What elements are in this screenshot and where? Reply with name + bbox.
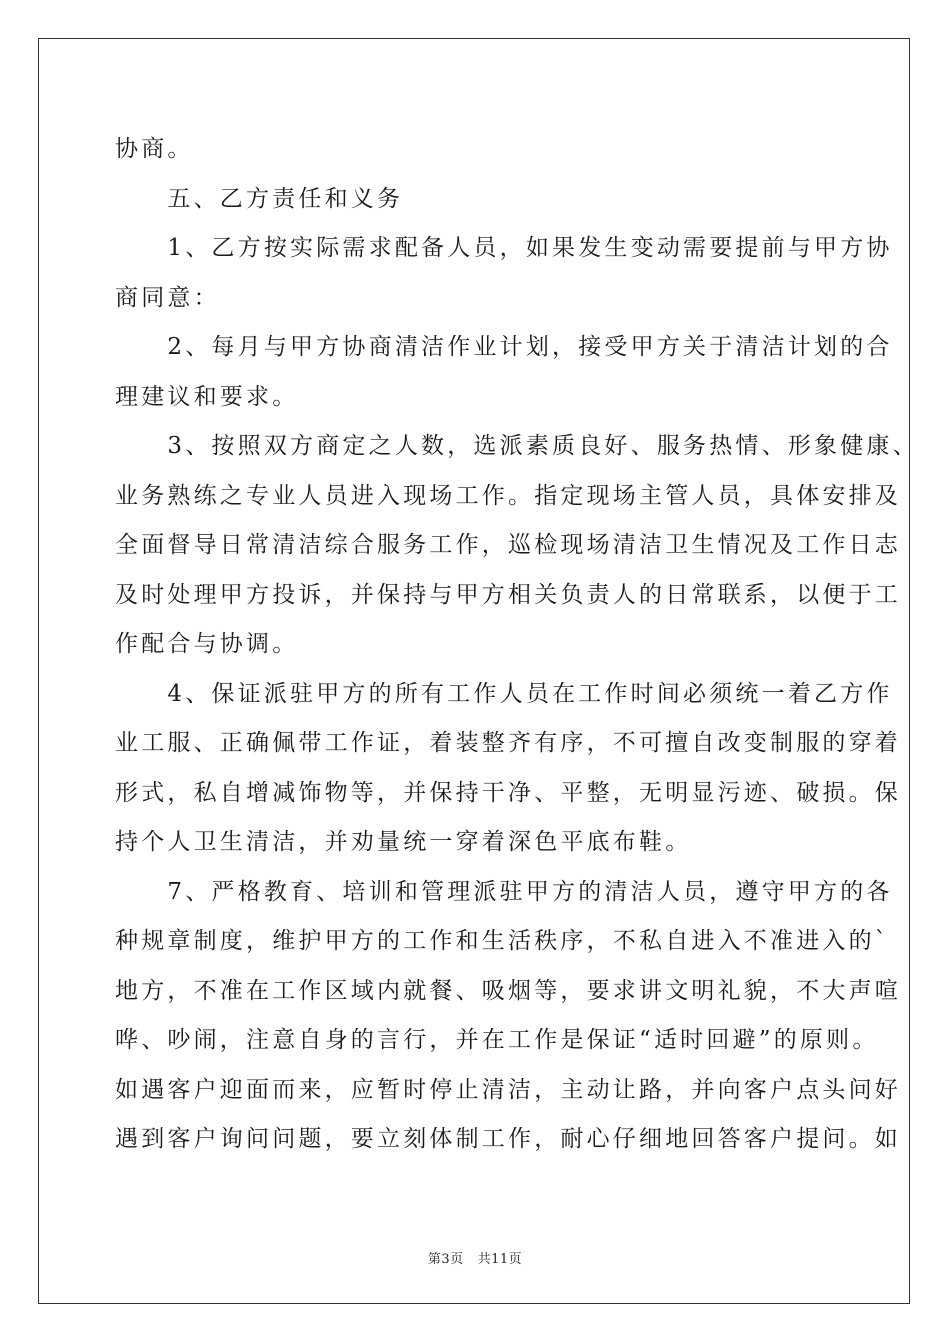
text-line: 全面督导日常清洁综合服务工作，巡检现场清洁卫生情况及工作日志 xyxy=(115,532,901,558)
text-line: 及时处理甲方投诉，并保持与甲方相关负责人的日常联系，以便于工 xyxy=(115,581,901,608)
text-line: 持个人卫生清洁，并劝量统一穿着深色平底布鞋。 xyxy=(115,829,692,855)
section-heading: 五、乙方责任和义务 xyxy=(115,185,404,212)
text-line: 1、乙方按实际需求配备人员，如果发生变动需要提前与甲方协 xyxy=(115,235,893,261)
text-line: 遇到客户询问问题，要立刻体制工作，耐心仔细地回答客户提问。如 xyxy=(115,1126,901,1152)
page-total: 共11页 xyxy=(477,1252,523,1267)
text-line: 3、按照双方商定之人数，选派素质良好、服务热情、形象健康、 xyxy=(115,433,919,459)
text-line: 如遇客户迎面而来，应暂时停止清洁，主动让路，并向客户点头问好 xyxy=(115,1076,901,1103)
text-line: 作配合与协调。 xyxy=(115,631,299,657)
page-number: 第3页 xyxy=(427,1252,464,1267)
document-body xyxy=(115,125,919,1165)
page-footer xyxy=(0,1248,950,1267)
text-line: 地方，不准在工作区域内就餐、吸烟等，要求讲文明礼貌，不大声喧 xyxy=(115,977,901,1004)
text-line: 7、严格教育、培训和管理派驻甲方的清洁人员，遵守甲方的各 xyxy=(115,878,893,905)
text-line: 4、保证派驻甲方的所有工作人员在工作时间必须统一着乙方作 xyxy=(115,680,893,707)
text-line: 商同意： xyxy=(115,284,220,311)
text-line: 形式，私自增减饰物等，并保持干净、平整，无明显污迹、破损。保 xyxy=(115,779,901,806)
text-line: 种规章制度，维护甲方的工作和生活秩序，不私自进入不准进入的` xyxy=(115,928,890,954)
text-line: 理建议和要求。 xyxy=(115,383,299,410)
text-line: 协商。 xyxy=(115,136,194,162)
text-line: 2、每月与甲方协商清洁作业计划，接受甲方关于清洁计划的合 xyxy=(115,334,893,360)
text-line: 哗、吵闹，注意自身的言行，并在工作是保证“适时回避”的原则。 xyxy=(115,1027,879,1053)
text-line: 业工服、正确佩带工作证，着装整齐有序，不可擅自改变制服的穿着 xyxy=(115,730,901,756)
text-line: 业务熟练之专业人员进入现场工作。指定现场主管人员，具体安排及 xyxy=(115,482,901,509)
